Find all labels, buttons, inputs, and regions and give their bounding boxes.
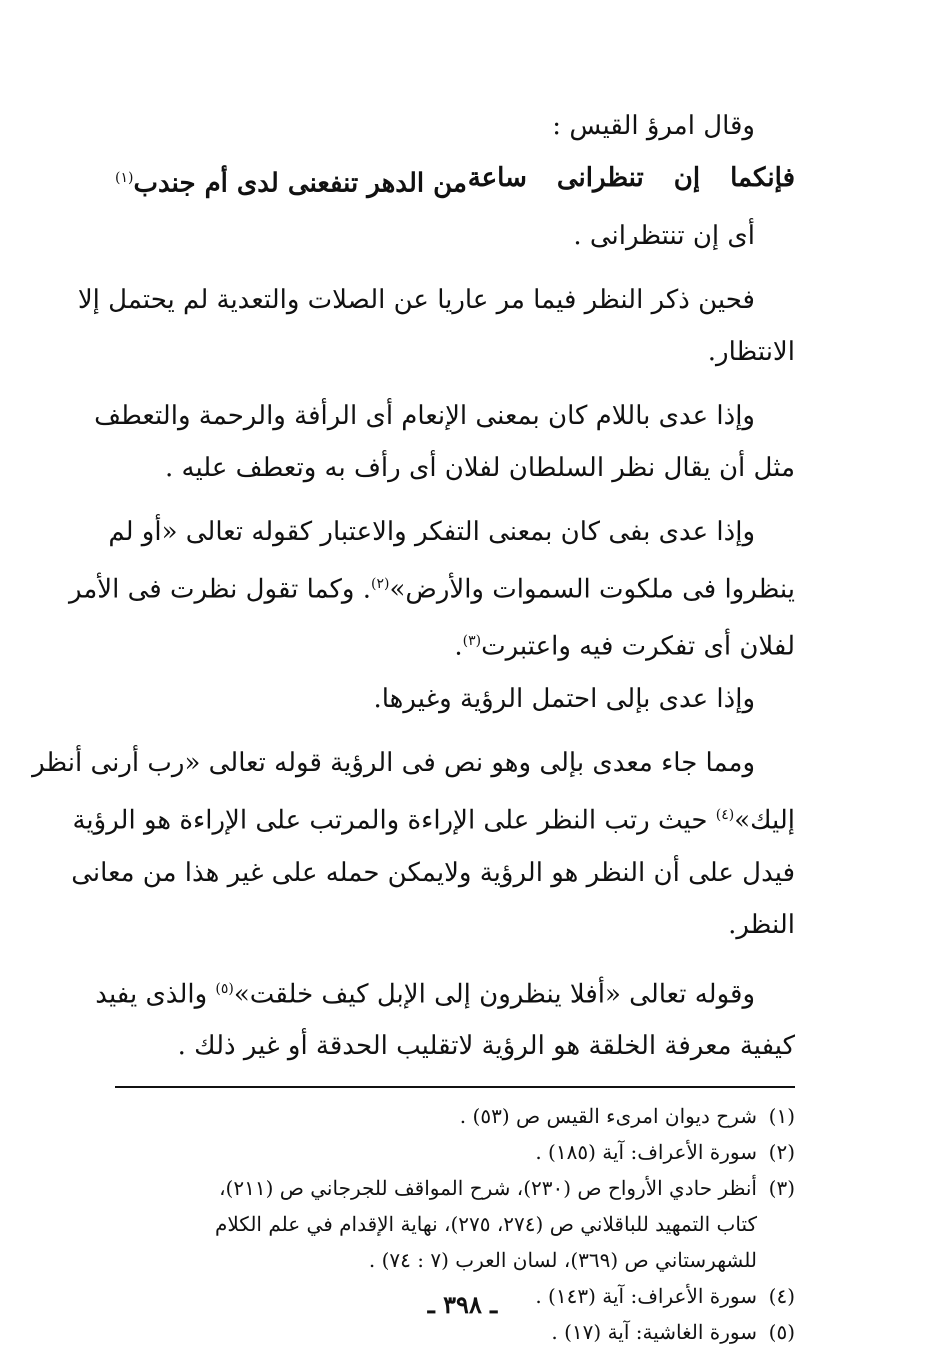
verse-word: فإنكما — [730, 163, 795, 193]
paragraph-line: وإذا عدى باللام كان بمعنى الإنعام أى الرأفة والرحمة والتعطف — [94, 400, 755, 431]
paragraph-line: النظر. — [728, 909, 795, 940]
footnote-number: (٤) — [768, 1284, 795, 1309]
intro-line: وقال امرؤ القيس : — [552, 111, 755, 141]
paragraph-line: مثل أن يقال نظر السلطان لفلان أى رأف به وتعطف عليه . — [164, 452, 795, 483]
page-body — [32, 100, 795, 1350]
paragraph — [69, 506, 795, 673]
paragraph — [32, 737, 795, 951]
verse-word: إن — [673, 163, 701, 193]
paragraph-line: الانتظار. — [707, 336, 795, 367]
paragraph-line: ينظروا فى ملكوت السموات والأرض»$^{(٢)}$. وكما تقول نظرت فى الأمر — [69, 574, 795, 605]
verse-second-hemistich: من الدهر تنفعنى لدى أم جندب$^{(١)}$ — [115, 168, 467, 199]
footnote-item: (٥)سورة الغاشية: آية (١٧) . — [115, 1314, 795, 1350]
paragraph-line: وإذا عدى بإلى احتمل الرؤية وغيرها. — [373, 683, 755, 714]
footnote-continuation: كتاب التمهيد للباقلاني ص (٢٧٤، ٢٧٥)، نهاية الإقدام في علم الكلام — [214, 1212, 757, 1237]
footnote-item: (٤)سورة الأعراف: آية (١٤٣) . — [115, 1278, 795, 1314]
verse-word: تنظرانى — [556, 163, 644, 193]
paragraph — [77, 274, 795, 378]
page-number: ـ ٣٩٨ ـ — [427, 1290, 498, 1319]
footnote-ref: (٥) — [215, 980, 234, 997]
footnote-number: (٢) — [768, 1140, 795, 1165]
paragraph-line: أى إن تنتظرانى . — [573, 220, 755, 251]
paragraph-line: لفلان أى تفكرت فيه واعتبرت$^{(٣)}$. — [454, 631, 795, 662]
paragraph-line: فحين ذكر النظر فيما مر عاريا عن الصلات والتعدية لم يحتمل إلا — [77, 284, 755, 315]
paragraph-line: وقوله تعالى «أفلا ينظرون إلى الإبل كيف خلقت»$^{(٥)}$ والذى يفيد — [95, 979, 755, 1010]
footnote-number: (٥) — [768, 1320, 795, 1345]
paragraph — [94, 390, 795, 494]
poetry-verse — [115, 152, 795, 210]
footnote-ref: (٣) — [462, 633, 482, 650]
footnote-item: (١)شرح ديوان امرىء القيس ص (٥٣) . — [115, 1098, 795, 1134]
verse-word: ساعة — [467, 163, 527, 193]
footnote-item: (٣)أنظر حادي الأرواح ص (٢٣٠)، شرح المواقف للجرجاني ص (٢١١)، — [115, 1170, 795, 1206]
verse-first-hemistich — [468, 152, 795, 210]
paragraph-line: وإذا عدى بفى كان بمعنى التفكر والاعتبار كقوله تعالى «أو لم — [108, 516, 755, 547]
footnote-ref: (٢) — [371, 575, 390, 592]
paragraph-line: ومما جاء معدى بإلى وهو نص فى الرؤية قوله تعالى «رب أرنى أنظر — [32, 747, 755, 778]
footnote-divider — [115, 1086, 795, 1088]
paragraph-line: إليك»$^{(٤)}$ حيث رتب النظر على الإراءة والمرتب على الإراءة هو الرؤية — [72, 805, 795, 836]
paragraph-line: كيفية معرفة الخلقة هو الرؤية لاتقليب الحدقة أو غير ذلك . — [177, 1031, 795, 1062]
paragraph-line: فيدل على أن النظر هو الرؤية ولايمكن حمله على غير هذا من معانى — [71, 857, 795, 888]
footnote-item: (٢)سورة الأعراف: آية (١٨٥) . — [115, 1134, 795, 1170]
footnote-number: (٣) — [768, 1176, 795, 1201]
footnote-number: (١) — [768, 1104, 795, 1129]
footnote-ref: (٤) — [715, 806, 735, 823]
paragraph — [95, 963, 795, 1073]
footnote-continuation: للشهرستاني ص (٣٦٩)، لسان العرب (٧ : ٧٤) . — [368, 1248, 757, 1273]
footnote-ref: (١) — [115, 170, 134, 186]
